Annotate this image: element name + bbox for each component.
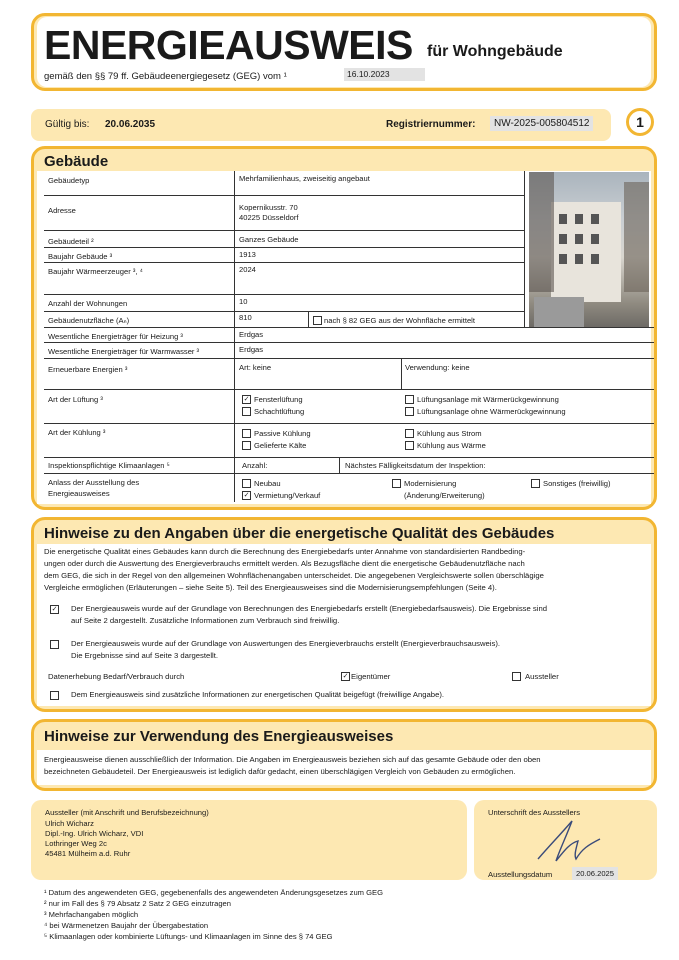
- value-gebaeudetyp: Mehrfamilienhaus, zweiseitig angebaut: [239, 174, 370, 183]
- registration-label: Registriernummer:: [386, 119, 476, 130]
- label-neubau: Neubau: [254, 479, 281, 488]
- label-anlass-1: Anlass der Ausstellung des: [48, 478, 140, 487]
- footnote-4: ⁴ bei Wärmenetzen Baujahr der Übergabestation: [44, 921, 209, 930]
- value-waermeerzeuger: 2024: [239, 265, 256, 274]
- label-modernisierung: Modernisierung: [404, 479, 457, 488]
- option-bedarf-line-2: auf Seite 2 dargestellt. Zusätzliche Informationen zum Verbrauch sind freiwillig.: [71, 616, 340, 625]
- label-lueftung-mit-wrg: Lüftungsanlage mit Wärmerückgewinnung: [417, 395, 559, 404]
- label-klima-anzahl: Anzahl:: [242, 461, 268, 470]
- checkbox-gelieferte-kaelte[interactable]: [242, 441, 251, 450]
- label-eigentuemer: Eigentümer: [351, 672, 391, 681]
- checkbox-bedarfsausweis[interactable]: ✓: [51, 606, 58, 613]
- checkbox-lueftung-ohne-wrg[interactable]: [405, 407, 414, 416]
- issuer-street: Lothringer Weg 2c: [45, 839, 107, 848]
- label-gelieferte-kaelte: Gelieferte Kälte: [254, 441, 307, 450]
- label-klimaanlagen: Inspektionspflichtige Klimaanlagen ⁵: [48, 461, 170, 470]
- label-vermietung: Vermietung/Verkauf: [254, 491, 321, 500]
- value-wohnungen: 10: [239, 297, 248, 306]
- checkbox-fensterlueftung[interactable]: ✓: [243, 396, 250, 403]
- law-date-field[interactable]: 16.10.2023: [344, 68, 425, 81]
- label-anlass-2: Energieausweises: [48, 489, 110, 498]
- value-heizung: Erdgas: [239, 330, 264, 339]
- label-zusatzinfo: Dem Energieausweis sind zusätzliche Informationen zur energetischen Qualität beigefügt (freiwillige Angabe).: [71, 690, 445, 699]
- label-gebaeudetyp: Gebäudetyp: [48, 176, 90, 185]
- issuer-city: 45481 Mülheim a.d. Ruhr: [45, 849, 131, 858]
- page-number-badge: 1: [626, 108, 654, 136]
- value-baujahr: 1913: [239, 250, 256, 259]
- checkbox-nutzflaeche[interactable]: [313, 316, 322, 325]
- checkbox-kuehlung-waerme[interactable]: [405, 441, 414, 450]
- usage-line-1: Energieausweise dienen ausschließlich der Information. Die Angaben im Energieausweis beziehen sich auf das gesamte Gebäude oder den oben: [44, 755, 541, 764]
- value-gebaeudeteil: Ganzes Gebäude: [239, 235, 299, 244]
- page-title: ENERGIEAUSWEIS: [44, 22, 413, 68]
- label-adresse: Adresse: [48, 206, 76, 215]
- checkbox-schachtlueftung[interactable]: [242, 407, 251, 416]
- issuer-title: Dipl.-Ing. Ulrich Wicharz, VDI: [45, 829, 144, 838]
- issuer-label: Aussteller (mit Anschrift und Berufsbezeichnung): [45, 808, 209, 817]
- label-erneuerbar: Erneuerbare Energien ³: [48, 365, 128, 374]
- label-gebaeudeteil: Gebäudeteil ²: [48, 237, 94, 246]
- value-adresse-line1: Kopernikusstr. 70: [239, 203, 298, 212]
- label-baujahr: Baujahr Gebäude ³: [48, 252, 113, 261]
- label-schachtlueftung: Schachtlüftung: [254, 407, 305, 416]
- checkbox-neubau[interactable]: [242, 479, 251, 488]
- checkbox-modernisierung[interactable]: [392, 479, 401, 488]
- issue-date-label: Ausstellungsdatum: [488, 870, 553, 879]
- checkbox-verbrauchsausweis[interactable]: [50, 640, 59, 649]
- label-sonstiges: Sonstiges (freiwillig): [543, 479, 611, 488]
- checkbox-eigentuemer[interactable]: ✓: [342, 673, 349, 680]
- checkbox-sonstiges[interactable]: [531, 479, 540, 488]
- label-wohnungen: Anzahl der Wohnungen: [48, 299, 128, 308]
- issuer-name: Ulrich Wicharz: [45, 819, 94, 828]
- signature-label: Unterschrift des Ausstellers: [488, 808, 581, 817]
- value-adresse-line2: 40225 Düsseldorf: [239, 213, 299, 222]
- issue-date[interactable]: 20.06.2025: [572, 867, 618, 880]
- value-warmwasser: Erdgas: [239, 345, 264, 354]
- footnote-5: ⁵ Klimaanlagen oder kombinierte Lüftungs- und Klimaanlagen im Sinne des § 74 GEG: [44, 932, 333, 941]
- value-erneuerbar-art: Art: keine: [239, 363, 272, 372]
- value-erneuerbar-verwendung: Verwendung: keine: [405, 363, 470, 372]
- label-passive-kuehlung: Passive Kühlung: [254, 429, 311, 438]
- checkbox-zusatzinfo[interactable]: [50, 691, 59, 700]
- hints-line-1: Die energetische Qualität eines Gebäudes kann durch die Berechnung des Energiebedarfs unter Annahme von standardisierten Randbeding-: [44, 547, 526, 556]
- checkbox-kuehlung-strom[interactable]: [405, 429, 414, 438]
- checkbox-passive-kuehlung[interactable]: [242, 429, 251, 438]
- label-kuehlung-waerme: Kühlung aus Wärme: [417, 441, 486, 450]
- label-datenerhebung: Datenerhebung Bedarf/Verbrauch durch: [48, 672, 185, 681]
- footnote-3: ³ Mehrfachangaben möglich: [44, 910, 139, 919]
- option-bedarf-line-1: Der Energieausweis wurde auf der Grundlage von Berechnungen des Energiebedarfs erstellt (Energiebedarfsausweis). Die Ergebnisse sind: [71, 604, 548, 613]
- label-heizung: Wesentliche Energieträger für Heizung ³: [48, 332, 183, 341]
- hints-title: Hinweise zu den Angaben über die energetische Qualität des Gebäudes: [44, 525, 555, 542]
- label-kuehlung-strom: Kühlung aus Strom: [417, 429, 482, 438]
- value-nutzflaeche: 810: [239, 313, 252, 322]
- label-klima-faellig: Nächstes Fälligkeitsdatum der Inspektion:: [345, 461, 486, 470]
- registration-number[interactable]: NW-2025-005804512: [490, 116, 593, 131]
- checkbox-lueftung-mit-wrg[interactable]: [405, 395, 414, 404]
- law-reference: gemäß den §§ 79 ff. Gebäudeenergiegesetz (GEG) vom ¹: [44, 71, 287, 82]
- label-lueftung: Art der Lüftung ³: [48, 395, 103, 404]
- usage-title: Hinweise zur Verwendung des Energieausweises: [44, 728, 394, 745]
- label-fensterlueftung: Fensterlüftung: [254, 395, 303, 404]
- usage-line-2: bezeichneten Gebäudeteil. Der Energieausweis ist lediglich dafür gedacht, einen überschlägigen Vergleich von Gebäuden zu ermöglichen.: [44, 767, 516, 776]
- footnote-1: ¹ Datum des angewendeten GEG, gegebenenfalls des angewendeten Änderungsgesetzes zum GEG: [44, 888, 383, 897]
- option-verbrauch-line-1: Der Energieausweis wurde auf der Grundlage von Auswertungen des Energieverbrauchs erstellt (Energieverbrauchsausweis).: [71, 639, 501, 648]
- signature-scribble: [530, 815, 610, 865]
- label-aussteller: Aussteller: [525, 672, 559, 681]
- label-warmwasser: Wesentliche Energieträger für Warmwasser ³: [48, 347, 200, 356]
- valid-until-label: Gültig bis:: [45, 119, 90, 130]
- checkbox-vermietung[interactable]: ✓: [243, 492, 250, 499]
- option-verbrauch-line-2: Die Ergebnisse sind auf Seite 3 dargestellt.: [71, 651, 219, 660]
- label-nutzflaeche: Gebäudenutzfläche (Aₙ): [48, 316, 130, 325]
- label-lueftung-ohne-wrg: Lüftungsanlage ohne Wärmerückgewinnung: [417, 407, 566, 416]
- footnote-2: ² nur im Fall des § 79 Absatz 2 Satz 2 GEG einzutragen: [44, 899, 231, 908]
- building-title: Gebäude: [44, 153, 109, 170]
- label-waermeerzeuger: Baujahr Wärmeerzeuger ³, ⁴: [48, 267, 143, 276]
- label-modernisierung-2: (Änderung/Erweiterung): [404, 491, 485, 500]
- building-photo: [529, 172, 649, 327]
- label-nutzflaeche-check: nach § 82 GEG aus der Wohnfläche ermittelt: [324, 316, 475, 325]
- hints-line-4: Vergleiche ermöglichen (Erläuterungen – siehe Seite 5). Teil des Energieausweises sind die Modernisierungsempfehlungen (Seite 4).: [44, 583, 497, 592]
- page-subtitle: für Wohngebäude: [427, 43, 563, 60]
- label-kuehlung: Art der Kühlung ³: [48, 428, 106, 437]
- checkbox-aussteller[interactable]: [512, 672, 521, 681]
- hints-line-3: dem GEG, die sich in der Regel von den allgemeinen Wohnflächenangaben unterscheidet. Die angegebenen Vergleichswerte sollen überschlägige: [44, 571, 544, 580]
- valid-until-date: 20.06.2035: [105, 119, 156, 130]
- hints-line-2: ungen oder durch die Auswertung des Energieverbrauchs ermittelt werden. Als Bezugsfläche dient die energetische Gebäudenutzfläche nach: [44, 559, 525, 568]
